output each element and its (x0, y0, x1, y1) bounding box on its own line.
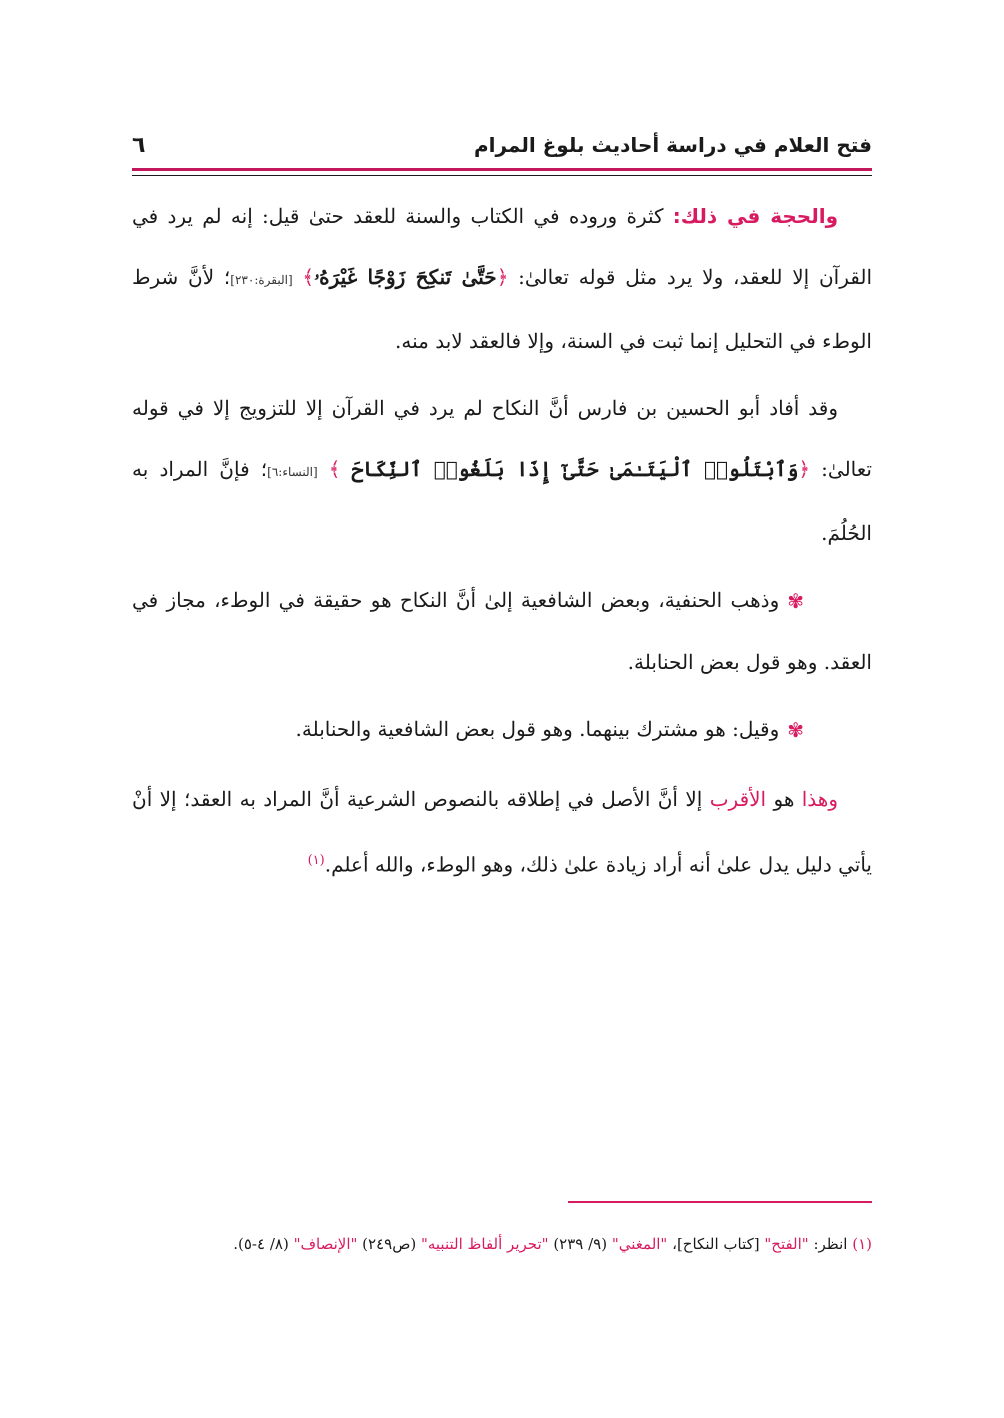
footnote (132, 1226, 872, 1262)
footnote-number: (١) (852, 1235, 872, 1253)
quran-verse: حَتَّىٰ تَنكِحَ زَوْجًا غَيْرَهُۥ (314, 265, 497, 289)
paragraph-5 (132, 769, 872, 896)
verse-reference: [النساء:٦] (267, 465, 318, 479)
paragraph-1 (132, 186, 872, 372)
paragraph-tail: ؛ فإنَّ المراد به الحُلُمَ. (132, 457, 872, 545)
footnote-source: "الفتح" (764, 1235, 809, 1253)
paragraph-4 (132, 699, 872, 761)
quran-bracket-open: ﴿ (496, 265, 509, 289)
page-header (132, 128, 872, 162)
main-text (132, 186, 872, 902)
footnote-source: "الإنصاف" (293, 1235, 358, 1253)
footnote-text: (٨/ ٤-٥). (233, 1235, 294, 1253)
header-rule-thin (132, 175, 872, 176)
quran-bracket-close: ﴾ (302, 265, 315, 289)
paragraph-2 (132, 378, 872, 564)
page-number: ٦ (132, 132, 146, 158)
running-title: فتح العلام في دراسة أحاديث بلوغ المرام (473, 133, 872, 157)
lead-phrase: وهذا (801, 787, 839, 811)
footnote-text: (٩/ ٢٣٩) (548, 1235, 612, 1253)
footnote-rule (568, 1201, 872, 1203)
paragraph-text: وذهب الحنفية، وبعض الشافعية إلىٰ أنَّ النكاح هو حقيقة في الوطء، مجاز في العقد. وهو قول بعض الحنابلة. (132, 588, 872, 674)
lead-phrase: والحجة في ذلك: (672, 204, 838, 228)
verse-reference: [البقرة:٢٣٠] (230, 273, 293, 287)
footnote-marker[interactable]: (١) (307, 853, 325, 868)
footnote-text: [كتاب النكاح]، (667, 1235, 765, 1253)
paragraph-text: كثرة وروده في الكتاب والسنة للعقد حتىٰ قيل: إنه لم يرد في القرآن إلا للعقد، ولا يرد مثل قوله تعالىٰ: (132, 204, 872, 289)
quran-bracket-close: ﴾ (328, 457, 341, 481)
paragraph-text: هو (766, 787, 802, 811)
footnote-text: (ص٢٤٩) (357, 1235, 421, 1253)
quran-bracket-open: ﴿ (798, 457, 811, 481)
flower-icon: ✾ (787, 718, 804, 742)
paragraph-tail: ؛ لأنَّ شرط الوطء في التحليل إنما ثبت في السنة، وإلا فالعقد لابد منه. (132, 265, 872, 353)
footnote-source: "المغني" (611, 1235, 668, 1253)
paragraph-text: إلا أنَّ الأصل في إطلاقه بالنصوص الشرعية أنَّ المراد به العقد؛ إلا أنْ يأتي دليل يدل علىٰ أنه أراد زيادة علىٰ ذلك، وهو الوطء، والله أعلم. (132, 787, 872, 877)
flower-icon: ✾ (787, 589, 804, 613)
paragraph-text: وقد أفاد أبو الحسين بن فارس أنَّ النكاح لم يرد في القرآن إلا للتزويج إلا في قوله تعالىٰ: (132, 396, 872, 481)
footnote-source: "تحرير ألفاظ التنبيه" (420, 1235, 549, 1253)
paragraph-3 (132, 570, 872, 693)
quran-verse: وَٱبْتَلُوا۟ ٱلْيَتَـٰمَىٰ حَتَّىٰٓ إِذَا بَلَغُوا۟ ٱلنِّكَاحَ (351, 457, 799, 481)
highlight-word: الأقرب (709, 787, 767, 811)
header-rule-thick (132, 168, 872, 171)
footnote-text: انظر: (808, 1235, 853, 1253)
paragraph-text: وقيل: هو مشترك بينهما. وهو قول بعض الشافعية والحنابلة. (295, 717, 780, 741)
